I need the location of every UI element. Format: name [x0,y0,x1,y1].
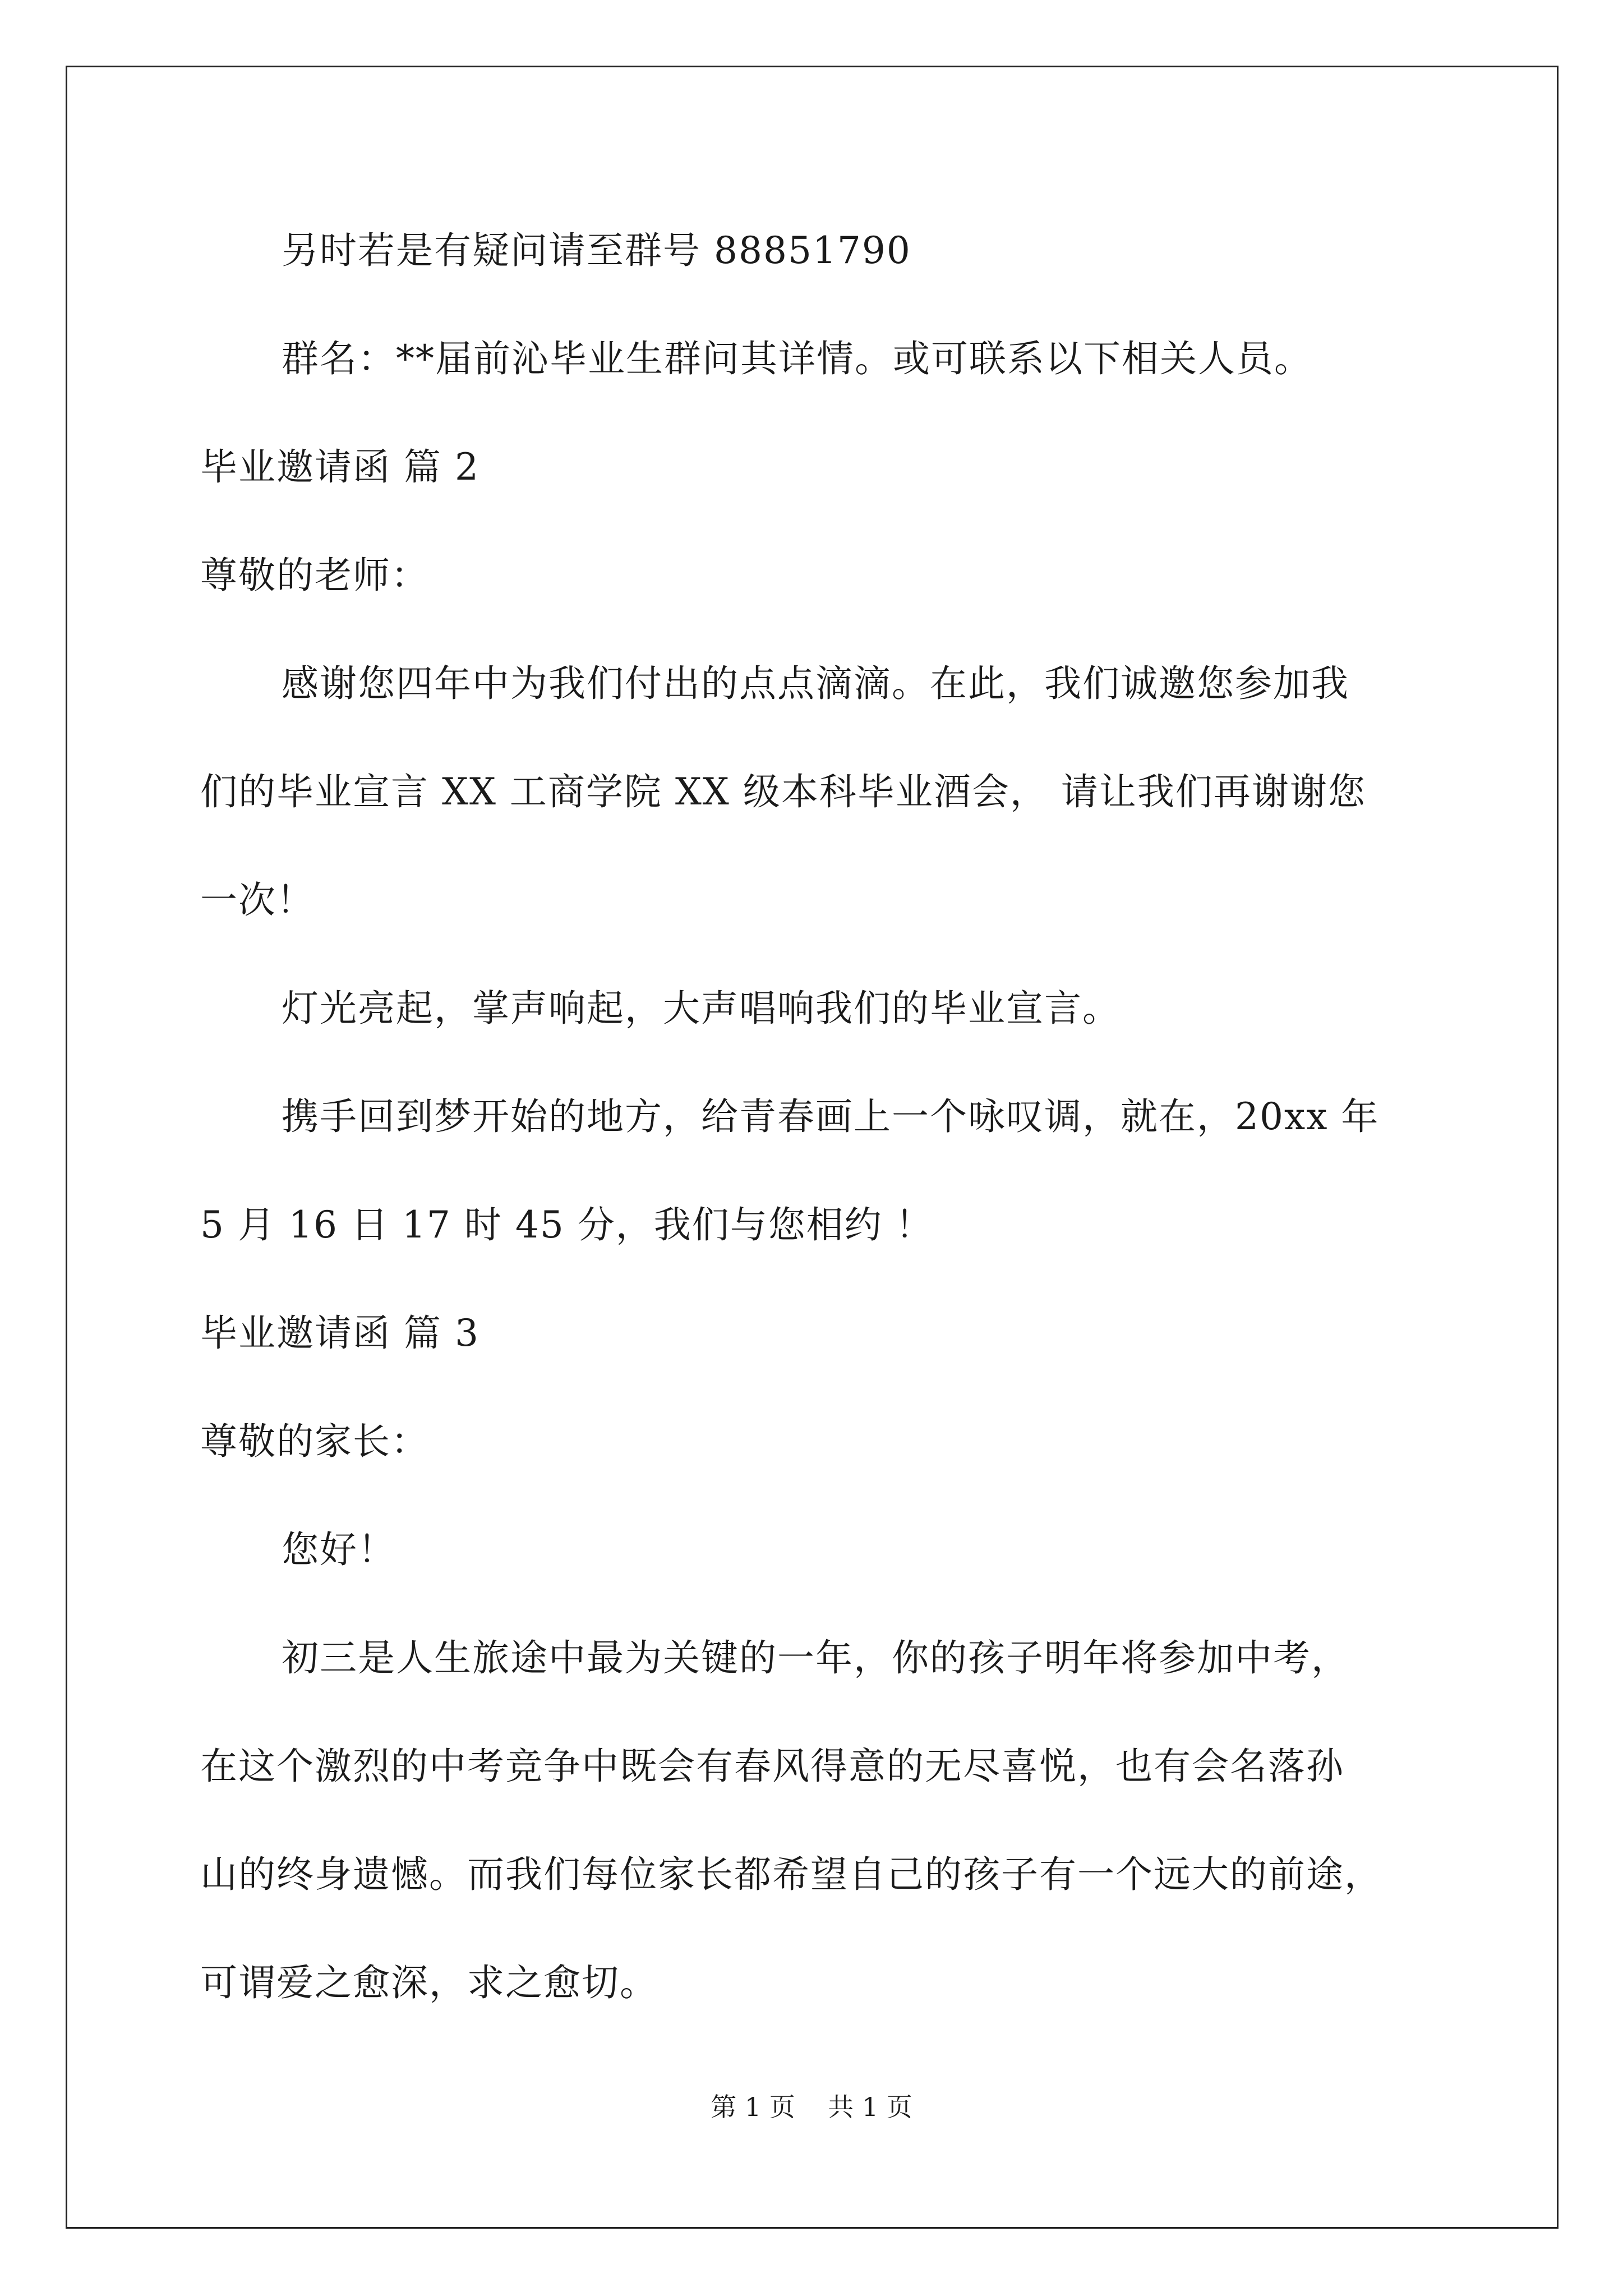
page-border [66,66,1559,2229]
paragraph-line: 另时若是有疑问请至群号 88851790 [282,229,911,272]
paragraph-line: 5 月 16 日 17 时 45 分，我们与您相约 ！ [200,1203,934,1246]
paragraph-line: 群名：**届前沁毕业生群问其详情。或可联系以下相关人员。 [282,337,1312,380]
page-number-footer: 第 1 页 共 1 页 [711,2092,912,2122]
greeting: 您好！ [282,1528,396,1571]
salutation: 尊敬的老师： [200,554,429,597]
paragraph-line: 灯光亮起，掌声响起，大声唱响我们的毕业宣言。 [282,987,1121,1030]
paragraph-line: 在这个激烈的中考竞争中既会有春风得意的无尽喜悦，也有会名落孙 [200,1745,1344,1788]
section-heading: 毕业邀请函 篇 2 [200,445,479,489]
paragraph-line: 们的毕业宣言 XX 工商学院 XX 级本科毕业酒会， 请让我们再谢谢您 [200,770,1366,813]
paragraph-line: 可谓爱之愈深，求之愈切。 [200,1961,658,2004]
paragraph-line: 携手回到梦开始的地方，给青春画上一个咏叹调，就在，20xx 年 [282,1095,1380,1138]
paragraph-line: 山的终身遗憾。而我们每位家长都希望自己的孩子有一个远大的前途， [200,1853,1382,1896]
paragraph-line: 初三是人生旅途中最为关键的一年，你的孩子明年将参加中考， [282,1636,1349,1680]
salutation: 尊敬的家长： [200,1420,429,1463]
section-heading: 毕业邀请函 篇 3 [200,1312,479,1355]
paragraph-line: 一次！ [200,878,315,922]
paragraph-line: 感谢您四年中为我们付出的点点滴滴。在此，我们诚邀您参加我 [282,662,1349,705]
